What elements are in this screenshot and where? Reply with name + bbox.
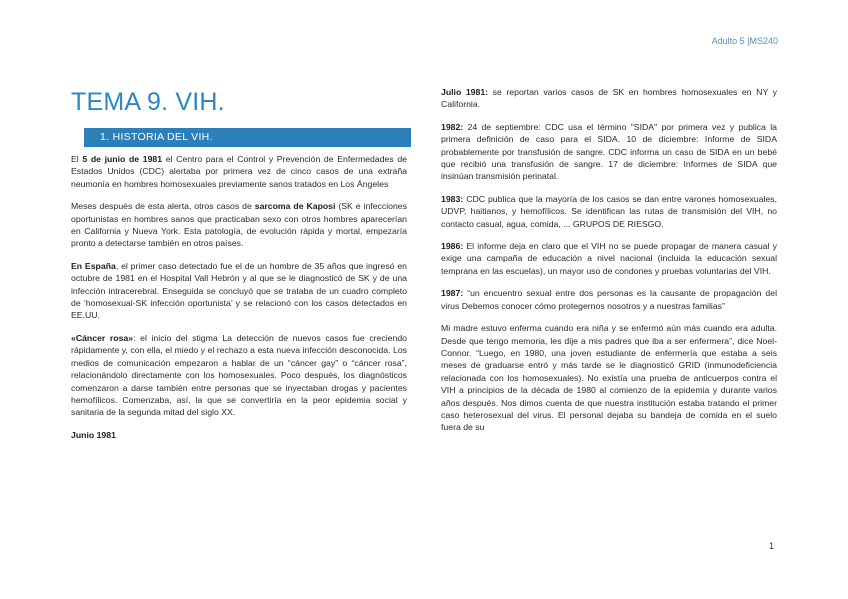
paragraph <box>71 260 407 322</box>
text: (SK e infecciones oportunistas en hombres sanos que practicaban sexo con otros hombres aparecerían en California y Nueva York. Esta patología, de evolución rápida y mortal, empezaría pronto a detectarse también en otros países. <box>71 201 407 249</box>
bold-text: 5 de junio de 1981 <box>82 154 163 164</box>
text: CDC publica que la mayoría de los casos se dan entre varones homosexuales, UDVP, haitianos, y hemofílicos. Se identifican las rutas de transmisión del VIH, no contacto casual, agua, comida, ... GRUPOS DE RIESGO. <box>441 193 777 229</box>
bold-text: Junio 1981 <box>71 429 116 440</box>
paragraph <box>71 200 407 250</box>
text: “un encuentro sexual entre dos personas es la causante de propagación del virus Debemos conocer cómo protegernos nosotros y a nuestras familias” <box>441 288 777 311</box>
bold-text: 1987: <box>441 288 464 299</box>
bold-text: sarcoma de Kaposi <box>254 201 336 212</box>
text: se reportan varios casos de SK en hombres homosexuales en NY y California. <box>441 87 777 110</box>
text: : el inicio del stigma La detección de nuevos casos fue creciendo rápidamente y, con ella, el miedo y el rechazo a esta nueva infección desconocida. Los medios de comunicación empezaron a hablar de un “cáncer gay” o “cáncer rosa”, relacionándolo directamente con los homosexuales. Poco después, los diagnósticos comenzaron a darse también entre personas que se inyectaban drogas y pacientes hemofílicos. Comenzaba, así, la que se convertiría en la peor epidemia social y sanitaria de la segunda mitad del siglo XX. <box>71 332 407 418</box>
left-column <box>71 153 407 451</box>
text: 24 de septiembre: CDC usa el término "SIDA" por primera vez y publica la primera definición de caso para el SIDA. 10 de diciembre: Informe de SIDA probablemente por transfusión de sangre. CDC informa un caso de SIDA en un bebé que recibió una transfusión de sangre. 17 de diciembre: Informes de SIDA que insinúan transmisión perinatal. <box>441 121 777 182</box>
text: El <box>71 154 83 164</box>
bold-text: «Cáncer rosa» <box>71 332 134 343</box>
text: El informe deja en claro que el VIH no se puede propagar de manera casual y exige una campaña de educación a nivel nacional (incluida la educación sexual temprana en las escuelas), un mayor uso de condones y pruebas voluntarias del VIH. <box>441 241 777 276</box>
paragraph <box>441 121 777 183</box>
paragraph <box>71 429 407 441</box>
page-header: Adulto 5 |MS240 <box>711 36 778 46</box>
right-column <box>441 86 777 444</box>
paragraph <box>441 287 777 312</box>
bold-text: En España <box>71 260 116 271</box>
bold-text: 1983: <box>441 193 464 204</box>
paragraph: Mi madre estuvo enferma cuando era niña y se enfermó aún más cuando era adulta. Desde que tengo memoria, les dije a mis padres que iba a ser enfermera”, dice Noel-Connor. “Luego, en 1980, una joven estudiante de enfermería que estaba a seis meses de graduarse entró y más tarde se le diagnosticó GRID (inmunodeficiencia relacionada con los homosexuales). No existía una prueba de anticuerpos contra el VIH a principios de la década de 1980 al comienzo de la epidemia y durante varios años después. Nos dimos cuenta de que nuestra institución estaba tratando el primer caso heterosexual del virus. El personal dejaba su bandeja de comida en el suelo fuera de su <box>441 323 777 433</box>
paragraph <box>71 153 407 190</box>
text: Meses después de esta alerta, otros casos de <box>71 201 255 212</box>
paragraph <box>441 86 777 111</box>
bold-text: 1982: <box>441 121 464 132</box>
page-number: 1 <box>768 541 774 551</box>
paragraph <box>71 332 407 419</box>
page-title: TEMA 9. VIH. <box>71 88 225 116</box>
text: , el primer caso detectado fue el de un hombre de 35 años que ingresó en octubre de 1981 en el Hospital Vall Hebrón y al que se le diagnosticó de SK y de una infección intracerebral. Enseguida se concluyó que se trataba de un cuadro completo de ‘homosexual-SK infección oportunista’ y se relacionó con los casos detectados en EE.UU. <box>71 260 407 321</box>
bold-text: Julio 1981: <box>441 87 489 97</box>
section-heading: 1. HISTORIA DEL VIH. <box>84 128 411 147</box>
text: el Centro para el Control y Prevención de Enfermedades de Estados Unidos (CDC) alertaba por primera vez de cinco casos de una extraña neumonía en hombres homosexuales previamente sanos tratados en Los Ángeles <box>71 154 407 189</box>
bold-text: 1986: <box>441 241 464 252</box>
paragraph <box>441 193 777 230</box>
paragraph <box>441 240 777 277</box>
